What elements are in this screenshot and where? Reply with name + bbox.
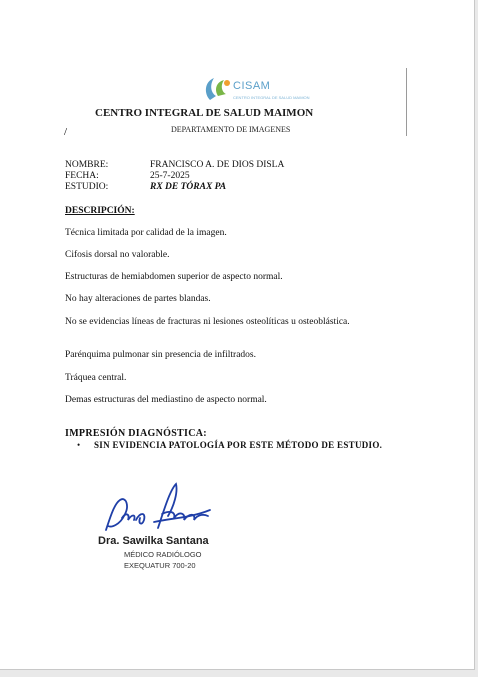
description-line: Demas estructuras del mediastino de aspecto normal. [65, 395, 267, 405]
text-cursor: / [64, 126, 68, 138]
description-line: Parénquima pulmonar sin presencia de infiltrados. [65, 350, 257, 360]
name-value: FRANCISCO A. DE DIOS DISLA [150, 160, 285, 170]
signatory-role: MÉDICO RADIÓLOGO [124, 550, 202, 559]
impression-item: SIN EVIDENCIA PATOLOGÍA POR ESTE MÉTODO DE ESTUDIO. [94, 440, 383, 450]
signature-icon [100, 480, 220, 538]
description-line: Técnica limitada por calidad de la imagen. [65, 228, 227, 238]
description-line: No hay alteraciones de partes blandas. [65, 294, 211, 304]
logo-text: CISAM [233, 80, 271, 92]
name-label: NOMBRE: [65, 160, 109, 170]
date-label: FECHA: [65, 171, 99, 181]
institution-title: CENTRO INTEGRAL DE SALUD MAIMON [95, 107, 314, 119]
department-name: DEPARTAMENTO DE IMAGENES [171, 125, 291, 134]
description-line: Cifosis dorsal no valorable. [65, 250, 170, 260]
description-line: Estructuras de hemiabdomen superior de aspecto normal. [65, 272, 283, 282]
study-value: RX DE TÓRAX PA [150, 182, 227, 192]
description-line: No se evidencias líneas de fracturas ni lesiones osteolíticas u osteoblástica. [65, 317, 350, 327]
description-heading: DESCRIPCIÓN: [65, 206, 135, 216]
study-label: ESTUDIO: [65, 182, 109, 192]
bullet-icon: • [77, 440, 81, 450]
signatory-name: Dra. Sawilka Santana [98, 535, 209, 547]
impression-heading: IMPRESIÓN DIAGNÓSTICA: [65, 428, 207, 439]
date-value: 25-7-2025 [150, 171, 190, 181]
description-line: Tráquea central. [65, 373, 127, 383]
signatory-exequatur: EXEQUATUR 700-20 [124, 561, 196, 570]
logo-subtext: CENTRO INTEGRAL DE SALUD MAIMON [233, 95, 310, 100]
margin-line [406, 68, 407, 136]
